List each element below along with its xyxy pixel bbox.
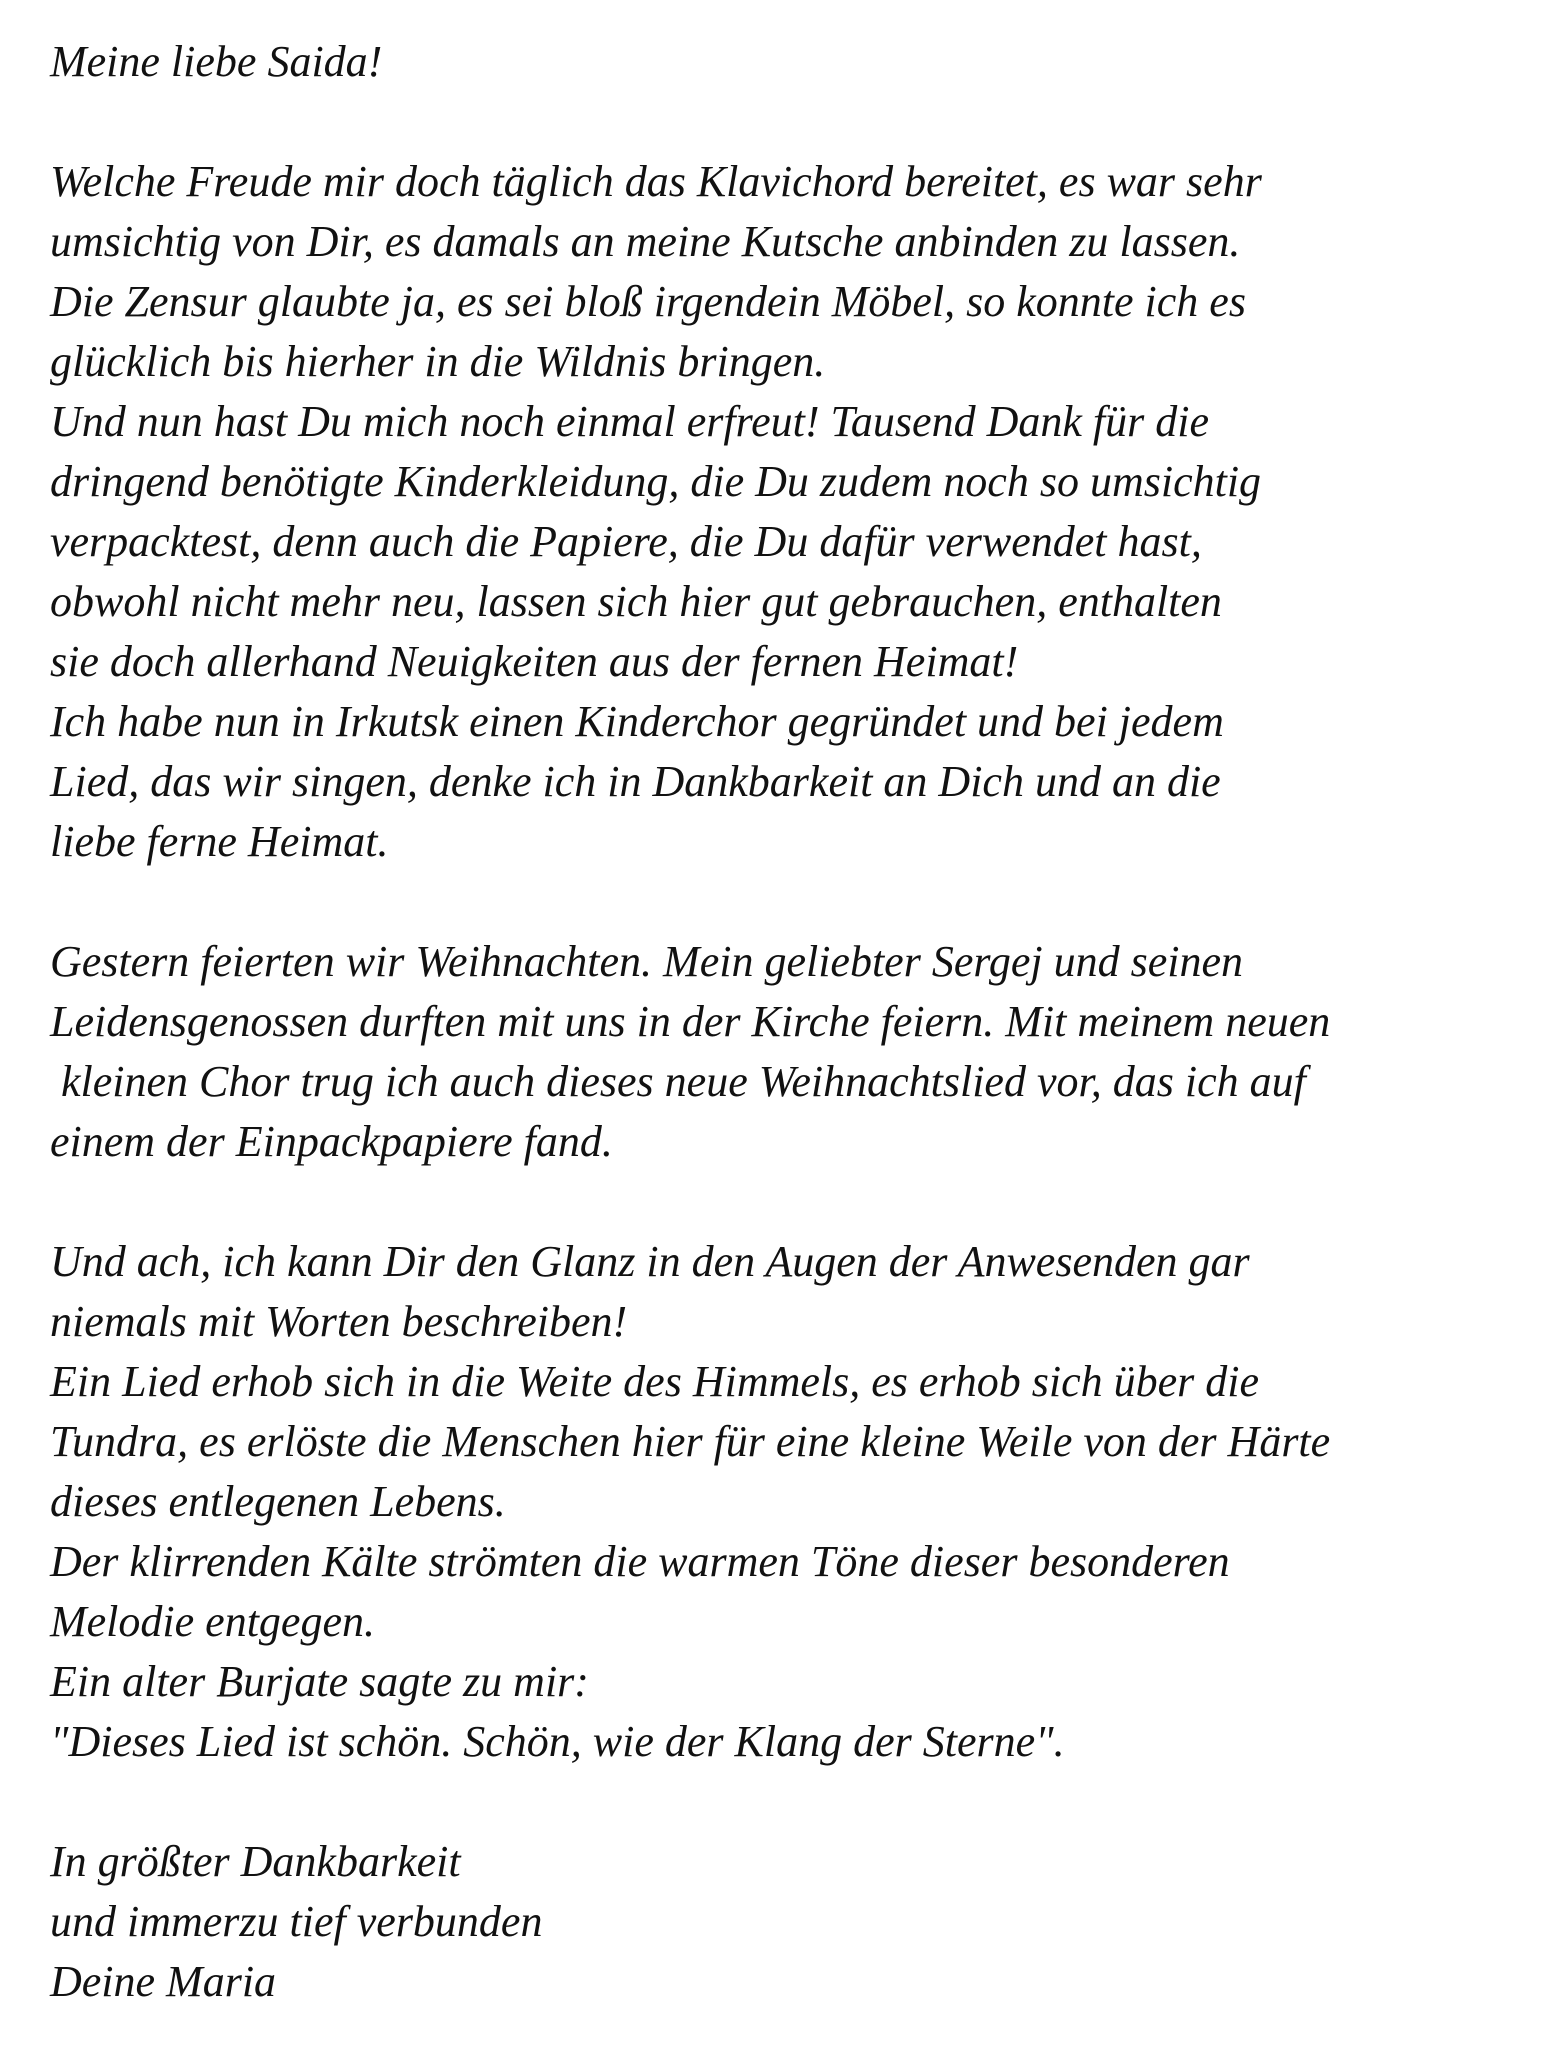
text-line: obwohl nicht mehr neu, lassen sich hier gut gebrauchen, enthalten (50, 577, 1222, 626)
text-line: Welche Freude mir doch täglich das Klavichord bereitet, es war sehr (50, 157, 1262, 206)
text-line: Melodie entgegen. (50, 1597, 375, 1646)
paragraph-1 (50, 152, 1520, 872)
paragraph-3 (50, 1232, 1520, 1772)
text-line: Und nun hast Du mich noch einmal erfreut! Tausend Dank für die (50, 397, 1209, 446)
text-line: Die Zensur glaubte ja, es sei bloß irgendein Möbel, so konnte ich es (50, 277, 1246, 326)
text-line: niemals mit Worten beschreiben! (50, 1297, 628, 1346)
paragraph-gap (50, 92, 1520, 152)
salutation: Meine liebe Saida! (50, 37, 383, 86)
text-line: liebe ferne Heimat. (50, 817, 389, 866)
text-line: Ich habe nun in Irkutsk einen Kinderchor gegründet und bei jedem (50, 697, 1224, 746)
text-line: Ein Lied erhob sich in die Weite des Himmels, es erhob sich über die (50, 1357, 1260, 1406)
text-line: Gestern feierten wir Weihnachten. Mein geliebter Sergej und seinen (50, 937, 1244, 986)
closing-line: In größter Dankbarkeit (50, 1837, 461, 1886)
paragraph-2 (50, 932, 1520, 1172)
closing-line: und immerzu tief verbunden (50, 1897, 543, 1946)
text-line: einem der Einpackpapiere fand. (50, 1117, 613, 1166)
text-line: Ein alter Burjate sagte zu mir: (50, 1657, 589, 1706)
text-line: verpacktest, denn auch die Papiere, die Du dafür verwendet hast, (50, 517, 1202, 566)
paragraph-gap (50, 1172, 1520, 1232)
text-line: dieses entlegenen Lebens. (50, 1477, 506, 1526)
text-line: Der klirrenden Kälte strömten die warmen Töne dieser besonderen (50, 1537, 1230, 1586)
text-line: sie doch allerhand Neuigkeiten aus der fernen Heimat! (50, 637, 1019, 686)
paragraph-gap (50, 872, 1520, 932)
text-line: Und ach, ich kann Dir den Glanz in den Augen der Anwesenden gar (50, 1237, 1250, 1286)
text-line: dringend benötigte Kinderkleidung, die Du zudem noch so umsichtig (50, 457, 1262, 506)
text-line: umsichtig von Dir, es damals an meine Kutsche anbinden zu lassen. (50, 217, 1241, 266)
text-line: Leidensgenossen durften mit uns in der Kirche feiern. Mit meinem neuen (50, 997, 1331, 1046)
closing (50, 1832, 1520, 2012)
letter (50, 32, 1520, 2012)
text-line: glücklich bis hierher in die Wildnis bringen. (50, 337, 826, 386)
signature: Deine Maria (50, 1957, 277, 2006)
text-line: Tundra, es erlöste die Menschen hier für eine kleine Weile von der Härte (50, 1417, 1331, 1466)
paragraph-gap (50, 1772, 1520, 1832)
text-line: "Dieses Lied ist schön. Schön, wie der Klang der Sterne". (50, 1717, 1065, 1766)
text-line: Lied, das wir singen, denke ich in Dankbarkeit an Dich und an die (50, 757, 1221, 806)
text-line: kleinen Chor trug ich auch dieses neue Weihnachtslied vor, das ich auf (50, 1057, 1306, 1106)
